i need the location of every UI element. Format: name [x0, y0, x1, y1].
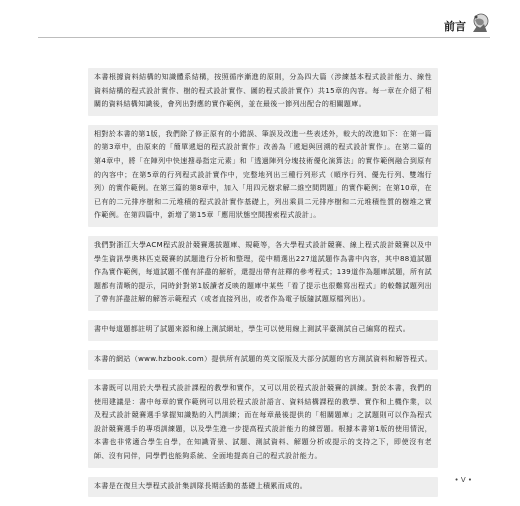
page-number: • V •: [454, 476, 472, 484]
paragraph: 書中每道題都註明了試題來源和線上測試網址，學生可以使用線上測試平臺測試自己編寫的程式。: [88, 320, 438, 341]
paragraph: 本書是在復旦大學程式設計集訓隊長期活動的基礎上積累而成的。: [88, 477, 438, 498]
paragraph: 相對於本書的第1版，我們除了修正原有的小錯誤、筆誤及改進一些表述外，較大的改進如下：在第一篇的第3章中，由原來的「簡單遞迴的程式設計實作」改善為「遞迴與回溯的程式設計實作」。在第二篇的第4章中，將「在陣列中快速搜尋指定元素」和「透過陣列分塊技術優化演算法」的實作範例融合到原有的內容中；在第5章的行列程式設計實作中，完整地列出三種行列形式（順序行列、優先行列、雙端行列）的實作範例。在第三篇的第8章中，加入「用四元樹求解二維空間問題」的實作範例；在第10章，在已有的二元排序樹和二元堆積的程式設計實作基礎上，列出乘員二元排序樹和二元堆積性質的樹堆之實作範例。在第四篇中，新增了第15章「應用狀態空間搜索程式設計」。: [88, 125, 438, 227]
paragraph: 我們對浙江大學ACM程式設計競賽選拔題庫、規範等，各大學程式設計競賽、線上程式設計競賽以及中學生資訊學奧林匹克競賽的試題進行分析和整理，從中精選出227道試題作為書中內容，其中88道試題作為實作範例，每道試題不僅有詳盡的解析，還提出帶有註釋的參考程式；139道作為題庫試題，所有試題都有清晰的提示，同時針對第1版讀者反映的題庫中某些「看了提示也很難寫出程式」的較難試題列出了帶有詳盡註解的解答示範程式（或者直接列出，或者作為電子版隨試題原檔列出）。: [88, 236, 438, 311]
page-header: [38, 15, 490, 38]
paragraph: 本書既可以用於大學程式設計課程的教學和實作，又可以用於程式設計競賽的訓練。對於本書，我們的使用建議是：書中每章的實作範例可以用於程式設計語言、資料結構課程的教學、實作和上機作業，以及程式設計競賽選手掌握知識點的入門訓練；而在每章最後提供的「相關題庫」之試題則可以作為程式設計競賽選手的專項訓練題，以及學生進一步提高程式設計能力的練習題。根據本書第1版的使用情況，本書也非常適合學生自學，在知識背景、試題、測試資料、解題分析或提示的支持之下，即使沒有老師、沒有同伴，同學們也能夠系統、全面地提高自己的程式設計能力。: [88, 379, 438, 468]
globe-figure-icon: [470, 12, 490, 34]
header-title: 前言: [444, 20, 466, 33]
paragraph: 本書根據資料結構的知識體系結構，按照循序漸進的原則，分為四大篇（涉練基本程式設計能力、線性資料結構的程式設計實作、樹的程式設計實作、圖的程式設計實作）共15章的內容。每一章在介紹了相關的資料結構知識後，會列出對應的實作範例，並在最後一節列出配合的相關題庫。: [88, 68, 438, 116]
paragraph: 本書的網站（www.hzbook.com）提供所有試題的英文原版及大部分試題的官方測試資料和解答程式。: [88, 350, 438, 371]
preface-body: [88, 68, 438, 506]
